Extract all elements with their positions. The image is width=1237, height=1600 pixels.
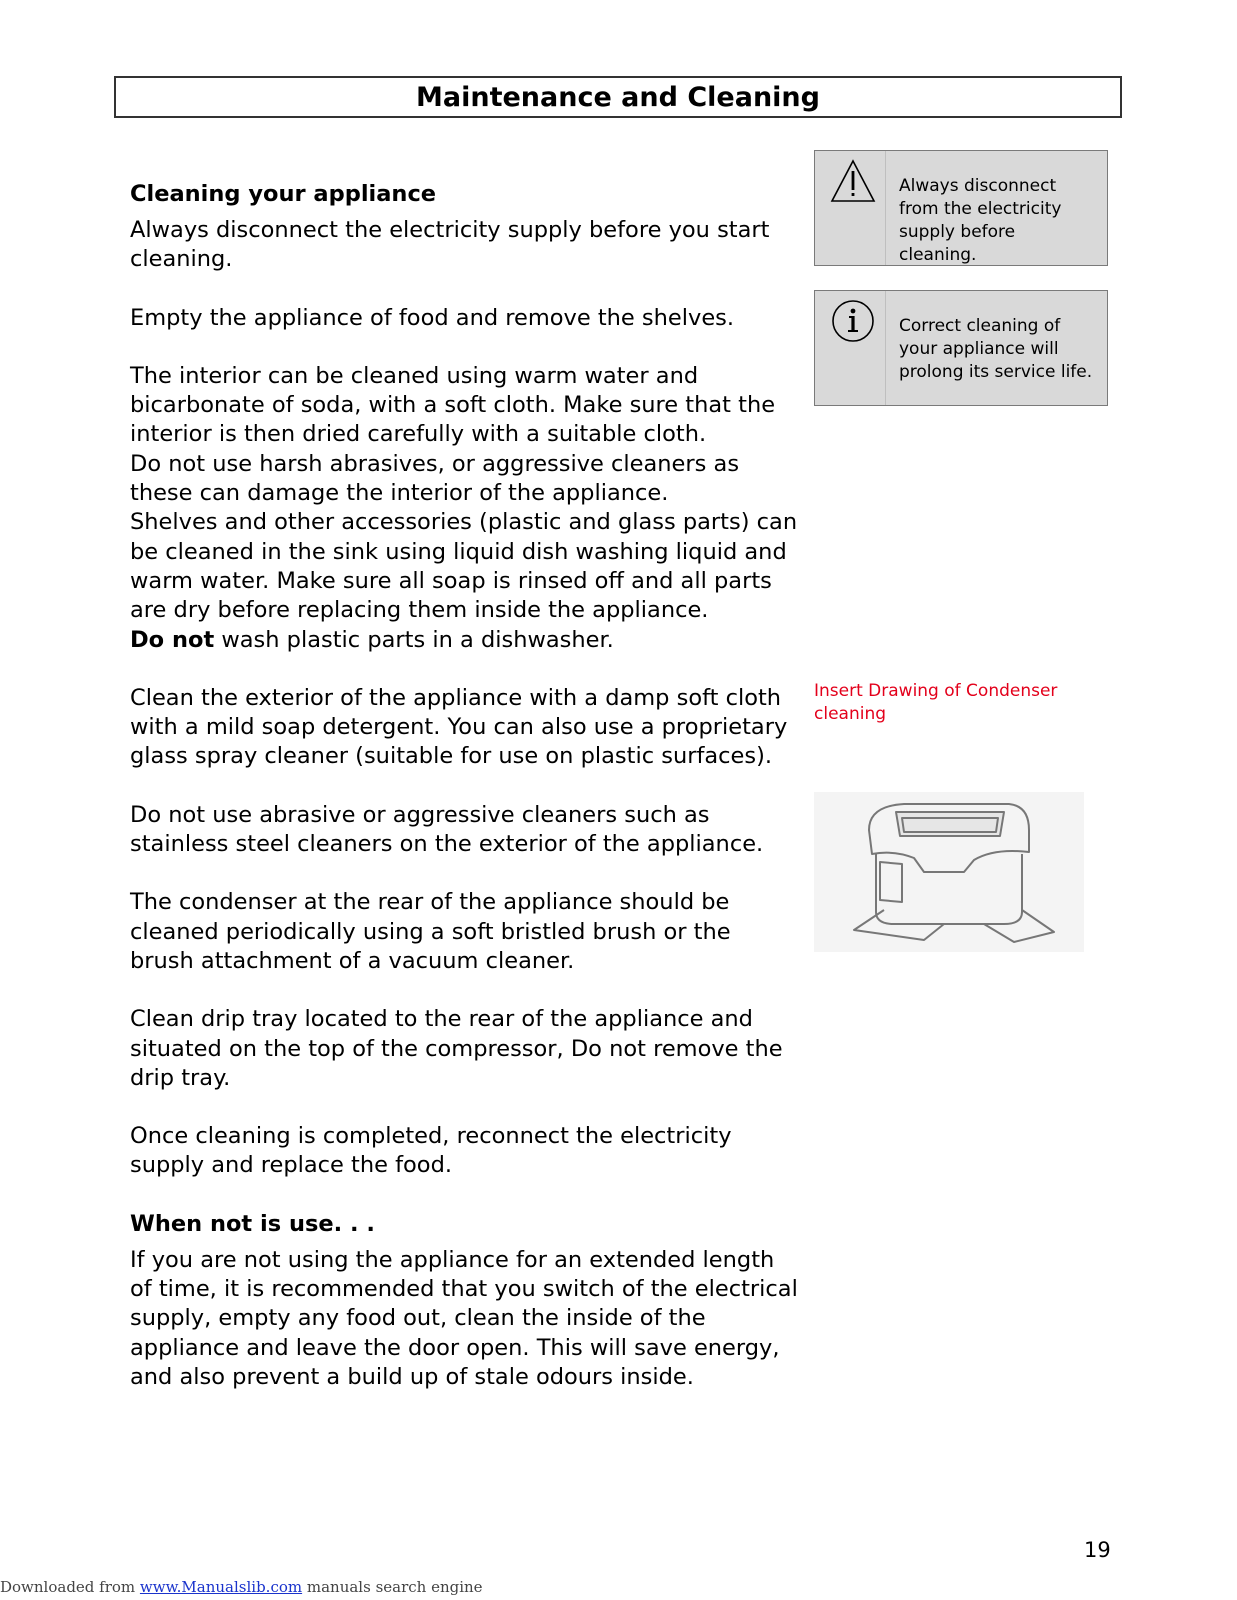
manualslib-link[interactable]: www.Manualslib.com — [139, 1578, 303, 1596]
compressor-drawing — [814, 792, 1084, 952]
paragraph: Do not use harsh abrasives, or aggressive cleaners as these can damage the interior of the appliance. — [130, 450, 740, 507]
footer-suffix: manuals search engine — [302, 1578, 483, 1596]
footer-attribution — [0, 1578, 483, 1596]
divider — [885, 151, 886, 265]
main-content — [130, 180, 800, 1421]
paragraph: Shelves and other accessories (plastic and glass parts) can be cleaned in the sink using liquid dish washing liquid and warm water. Make sure all soap is rinsed off and all parts are dry before replacing them inside the appliance. — [130, 509, 798, 624]
paragraph: If you are not using the appliance for an extended length of time, it is recommended that you switch of the electrical supply, empty any food out, clean the inside of the appliance and leave the door open. This will save energy, and also prevent a build up of stale odours inside. — [130, 1246, 798, 1390]
paragraph: The interior can be cleaned using warm water and bicarbonate of soda, with a soft cloth. Make sure that the interior is then dried carefully with a suitable cloth. — [130, 362, 776, 448]
section-heading-cleaning: Cleaning your appliance — [130, 181, 437, 207]
section-heading-not-in-use: When not is use. . . — [130, 1210, 375, 1237]
warning-triangle-icon — [829, 157, 877, 205]
page-number: 19 — [1084, 1538, 1111, 1562]
page-title: Maintenance and Cleaning — [114, 76, 1122, 118]
paragraph: Do not use abrasive or aggressive cleaners such as stainless steel cleaners on the exterior of the appliance. — [130, 801, 764, 858]
warning-text: Always disconnect from the electricity supply before cleaning. — [899, 176, 1062, 265]
footer-prefix: Downloaded from — [0, 1578, 140, 1596]
info-note — [814, 290, 1108, 406]
paragraph — [130, 626, 800, 655]
paragraph: Clean drip tray located to the rear of the appliance and situated on the top of the compressor, Do not remove the drip tray. — [130, 1006, 783, 1091]
paragraph: Empty the appliance of food and remove the shelves. — [130, 304, 735, 331]
paragraph: Clean the exterior of the appliance with a damp soft cloth with a mild soap detergent. You can also use a proprietary glass spray cleaner (suitable for use on plastic surfaces). — [130, 684, 788, 770]
paragraph: The condenser at the rear of the appliance should be cleaned periodically using a soft bristled brush or the brush attachment of a vacuum cleaner. — [130, 889, 731, 974]
paragraph: Always disconnect the electricity supply before you start cleaning. — [130, 217, 770, 273]
warning-note — [814, 150, 1108, 266]
paragraph: Once cleaning is completed, reconnect the electricity supply and replace the food. — [130, 1123, 732, 1179]
bold-do-not: Do not — [130, 626, 215, 653]
divider — [885, 291, 886, 405]
info-circle-icon — [829, 297, 877, 345]
paragraph-rest: wash plastic parts in a dishwasher. — [214, 626, 614, 653]
drawing-placeholder-note: Insert Drawing of Condenser cleaning — [814, 681, 1058, 724]
info-text: Correct cleaning of your appliance will prolong its service life. — [899, 316, 1093, 382]
